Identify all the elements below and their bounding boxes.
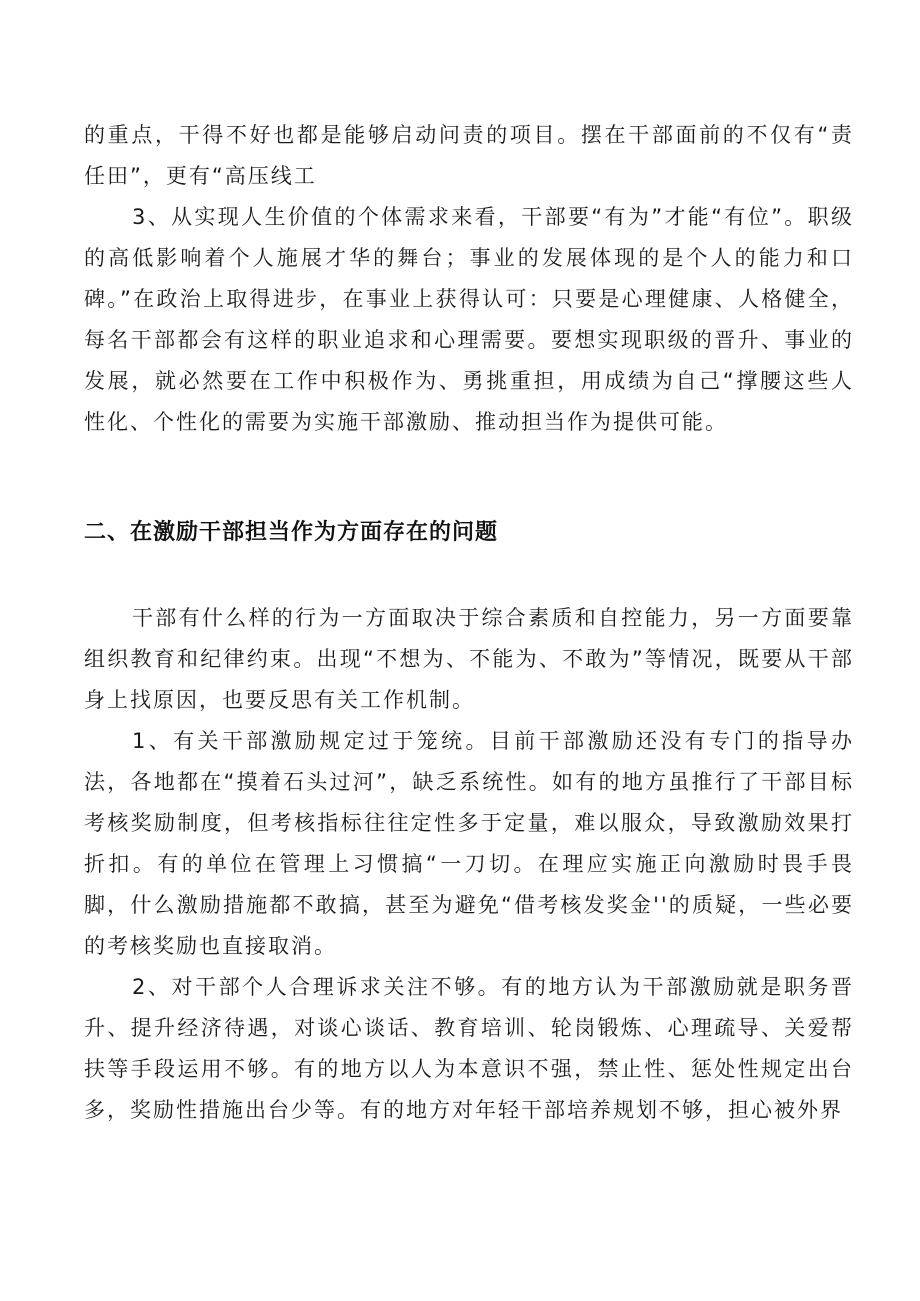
section-heading: 二、在激励干部担当作为方面存在的问题 [84,520,499,545]
point-3-paragraph: 3、从实现人生价值的个体需求来看，干部要“有为”才能“有位”。职级的高低影响着个人施展才华的舞台；事业的发展体现的是个人的能力和口碑。”在政治上取得进步，在事业上获得认可：只要是心理健康、人格健全，每名干部都会有这样的职业追求和心理需要。要想实现职级的晋升、事业的发展，就必然要在工作中积极作为、勇挑重担，用成绩为自己“撑腰这些人性化、个性化的需要为实施干部激励、推动担当作为提供可能。 [84,205,854,434]
intro-paragraph: 干部有什么样的行为一方面取决于综合素质和自控能力，另一方面要靠组织教育和纪律约束。出现“不想为、不能为、不敢为”等情况，既要从干部身上找原因，也要反思有关工作机制。 [84,606,854,712]
point-2-paragraph: 2、对干部个人合理诉求关注不够。有的地方认为干部激励就是职务晋升、提升经济待遇，对谈心谈话、教育培训、轮岗锻炼、心理疏导、关爱帮扶等手段运用不够。有的地方以人为本意识不强，禁止性、惩处性规定出台多，奖励性措施出台少等。有的地方对年轻干部培养规划不够，担心被外界 [84,975,854,1122]
continuation-paragraph: 的重点，干得不好也都是能够启动问责的项目。摆在干部面前的不仅有“责任田”，更有“高压线工 [84,123,854,188]
section1-body [84,115,854,443]
point-1-paragraph: 1、有关干部激励规定过于笼统。目前干部激励还没有专门的指导办法，各地都在“摸着石头过河”，缺乏系统性。如有的地方虽推行了干部目标考核奖励制度，但考核指标往往定性多于定量，难以服众，导致激励效果打折扣。有的单位在管理上习惯搞“一刀切。在理应实施正向激励时畏手畏脚，什么激励措施都不敢搞，甚至为避免“借考核发奖金''的质疑，一些必要的考核奖励也直接取消。 [84,729,854,958]
section2-body [84,598,854,1131]
